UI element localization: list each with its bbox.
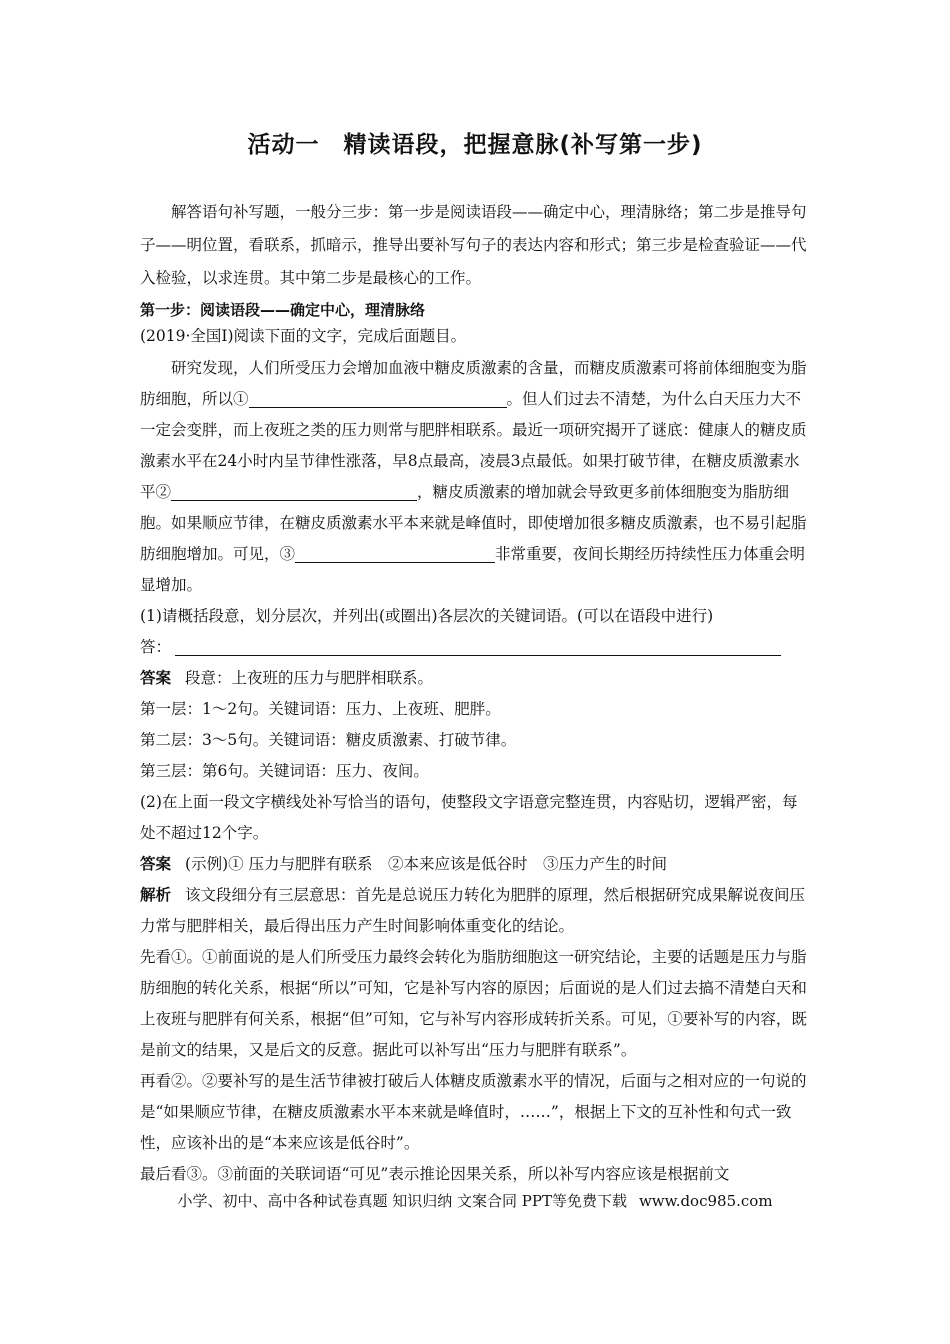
passage-text-4: 非常重要，夜间长期经历持续性压力体重会明显增加。 [140, 545, 806, 594]
answer-1-summary-text: 段意：上夜班的压力与肥胖相联系。 [185, 669, 434, 687]
passage-text-3: ，糖皮质激素的增加就会导致更多前体细胞变为脂肪细胞。如果顺应节律，在糖皮质激素水平本来就是峰值时，即使增加很多糖皮质激素，也不易引起脂肪细胞增加。可见，③ [140, 483, 807, 563]
answer-prefix: 答： [140, 638, 172, 656]
passage-text-2: 。但人们过去不清楚，为什么白天压力大不一定会变胖，而上夜班之类的压力则常与肥胖相联系。最近一项研究揭开了谜底：健康人的糖皮质激素水平在24小时内呈节律性涨落，早8点最高，凌晨3点最低。如果打破节律，在糖皮质激素水平② [140, 390, 807, 501]
page-footer [0, 1190, 950, 1212]
blank-1[interactable] [249, 389, 507, 408]
answer-1-layer-2: 第二层：3～5句。关键词语：糖皮质激素、打破节律。 [140, 731, 517, 749]
passage-paragraph [140, 353, 812, 601]
footer-url[interactable]: www.doc985.com [638, 1192, 773, 1210]
answer-tag-2: 答案 [140, 855, 172, 873]
answer-1-layer-1: 第一层：1～2句。关键词语：压力、上夜班、肥胖。 [140, 700, 501, 718]
answer-2-text: (示例)① 压力与肥胖有联系 ②本来应该是低谷时 ③压力产生的时间 [185, 855, 668, 873]
answer-tag: 答案 [140, 669, 172, 687]
analysis-paragraph-4: 最后看③。③前面的关联词语“可见”表示推论因果关系，所以补写内容应该是根据前文 [140, 1165, 730, 1183]
footer-text: 小学、初中、高中各种试卷真题 知识归纳 文案合同 PPT等免费下载 [177, 1192, 627, 1210]
answer-1-layer-3: 第三层：第6句。关键词语：压力、夜间。 [140, 762, 429, 780]
document-body [140, 196, 812, 1190]
analysis-text-1: 该文段细分有三层意思：首先是总说压力转化为肥胖的原理，然后根据研究成果解说夜间压力常与肥胖相关，最后得出压力产生时间影响体重变化的结论。 [140, 886, 806, 935]
source-line: (2019·全国Ⅰ)阅读下面的文字，完成后面题目。 [140, 327, 467, 345]
blank-2[interactable] [171, 482, 417, 501]
answer-line [140, 632, 812, 663]
answer-blank[interactable] [175, 637, 781, 656]
step-heading: 第一步：阅读语段——确定中心，理清脉络 [140, 301, 426, 319]
analysis-paragraph-2: 先看①。①前面说的是人们所受压力最终会转化为脂肪细胞这一研究结论，主要的话题是压力与脂肪细胞的转化关系，根据“所以”可知，它是补写内容的原因；后面说的是人们过去搞不清楚白天和上夜班与肥胖有何关系，根据“但”可知，它与补写内容形成转折关系。可见，①要补写的内容，既是前文的结果，又是后文的反意。据此可以补写出“压力与肥胖有联系”。 [140, 948, 807, 1059]
analysis-tag: 解析 [140, 886, 172, 904]
question-1: (1)请概括段意，划分层次，并列出(或圈出)各层次的关键词语。(可以在语段中进行) [140, 607, 714, 625]
question-2: (2)在上面一段文字横线处补写恰当的语句，使整段文字语意完整连贯，内容贴切，逻辑严密，每处不超过12个字。 [140, 793, 798, 842]
answer-1-summary [140, 663, 812, 694]
analysis-paragraph-3: 再看②。②要补写的是生活节律被打破后人体糖皮质激素水平的情况，后面与之相对应的一句说的是“如果顺应节律，在糖皮质激素水平本来就是峰值时，……”，根据上下文的互补性和句式一致性，应该补出的是“本来应该是低谷时”。 [140, 1072, 807, 1152]
blank-3[interactable] [295, 544, 495, 563]
page-title: 活动一 精读语段，把握意脉(补写第一步) [247, 132, 703, 158]
passage-text-1: 研究发现，人们所受压力会增加血液中糖皮质激素的含量，而糖皮质激素可将前体细胞变为脂肪细胞，所以① [140, 359, 807, 408]
intro-paragraph: 解答语句补写题，一般分三步：第一步是阅读语段——确定中心，理清脉络；第二步是推导句子——明位置，看联系，抓暗示，推导出要补写句子的表达内容和形式；第三步是检查验证——代入检验，以求连贯。其中第二步是最核心的工作。 [140, 203, 807, 287]
answer-2 [140, 849, 812, 880]
analysis-paragraph-1 [140, 880, 812, 942]
